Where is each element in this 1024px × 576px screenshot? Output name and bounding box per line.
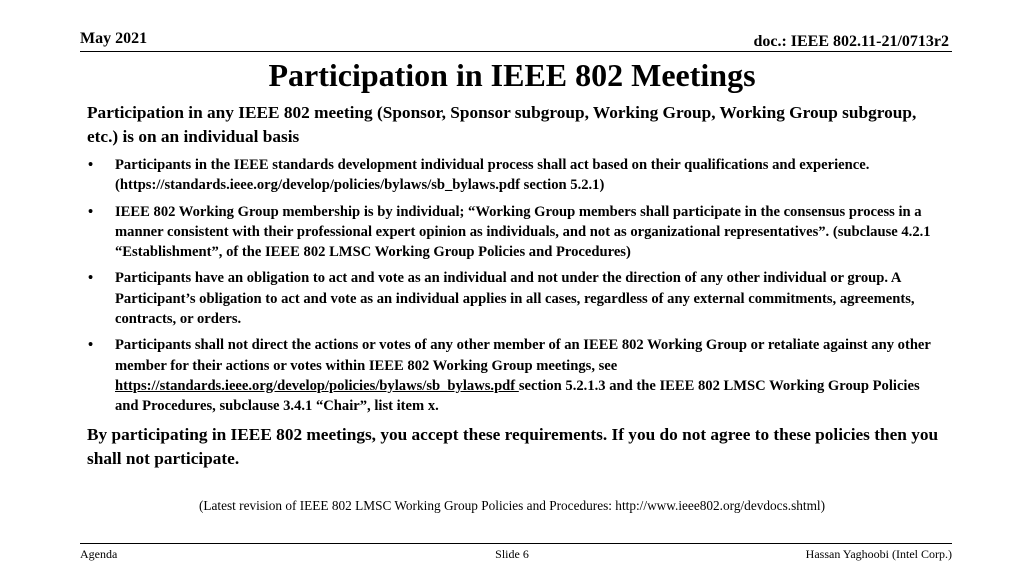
bullet-item bbox=[87, 202, 945, 263]
bullet-mark: • bbox=[88, 203, 94, 220]
bullet-text: Participants in the IEEE standards development individual process shall act based on their qualifications and experience. (https://standards.ieee.org/develop/policies/bylaws/sb_bylaws.pdf section 5.2.1) bbox=[115, 157, 870, 194]
bullet-text: Participants have an obligation to act and vote as an individual and not under the direction of any other individual or group. A Participant’s obligation to act and vote as an individual applies in all cases, regardless of any external commitments, agreements, contracts, or orders. bbox=[115, 270, 915, 328]
revision-note: (Latest revision of IEEE 802 LMSC Working Group Policies and Procedures: http://www.ieee802.org/devdocs.shtml) bbox=[198, 498, 826, 513]
footer-author: Hassan Yaghoobi (Intel Corp.) bbox=[805, 547, 952, 561]
bylaws-link[interactable]: https://standards.ieee.org/develop/policies/bylaws/sb_bylaws.pdf bbox=[115, 377, 519, 394]
slide-title: Participation in IEEE 802 Meetings bbox=[268, 57, 756, 93]
footer-slide-number: Slide 6 bbox=[495, 547, 529, 561]
intro-paragraph: Participation in any IEEE 802 meeting (Sponsor, Sponsor subgroup, Working Group, Working Group subgroup, etc.) is on an individual basis bbox=[87, 103, 917, 146]
bullet-text-after-link: section 5.2.1.3 and the IEEE 802 LMSC Working Group Policies and Procedures, subclause 3.4.1 “Chair”, list item x. bbox=[115, 377, 920, 415]
bullet-item bbox=[87, 335, 945, 416]
bullet-mark: • bbox=[88, 270, 94, 287]
header-doc-id: doc.: IEEE 802.11-21/0713r2 bbox=[753, 33, 949, 50]
bullet-text-before-link: Participants shall not direct the actions or votes of any other member of an IEEE 802 Working Group or retaliate against any other member for their actions or votes within IEEE 802 Working Group meetings, see bbox=[115, 337, 931, 374]
bullet-mark: • bbox=[88, 337, 94, 354]
bullet-item bbox=[87, 268, 945, 329]
header-divider bbox=[80, 51, 952, 52]
slide-body bbox=[87, 101, 945, 471]
footer-divider bbox=[80, 543, 952, 544]
bullet-text: IEEE 802 Working Group membership is by individual; “Working Group members shall participate in the consensus process in a manner consistent with their professional expert opinion as individuals, and not as organizational representatives”. (subclause 4.2.1 “Establishment”, of the IEEE 802 LMSC Working Group Policies and Procedures) bbox=[115, 203, 931, 261]
header-date: May 2021 bbox=[80, 30, 148, 47]
footer-left: Agenda bbox=[80, 547, 118, 561]
bullet-list bbox=[87, 155, 945, 417]
bullet-item bbox=[87, 155, 945, 196]
bullet-mark: • bbox=[88, 157, 94, 173]
closing-statement: By participating in IEEE 802 meetings, you accept these requirements. If you do not agree to these policies then you shall not participate. bbox=[87, 424, 939, 468]
